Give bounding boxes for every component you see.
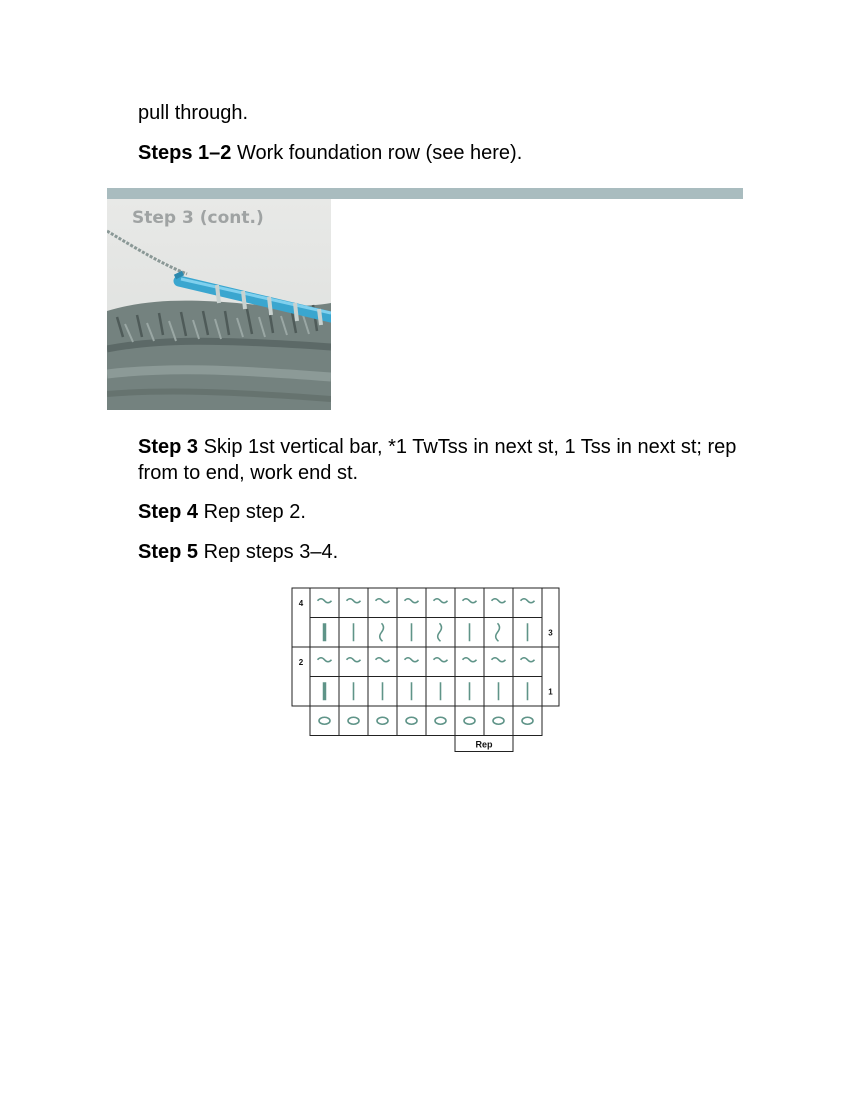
- twist-stitch-symbol: [405, 658, 419, 662]
- chart-cell: [397, 588, 426, 618]
- chart-cell: [368, 588, 397, 618]
- chart-cell: [339, 588, 368, 618]
- chain-symbol: [464, 717, 475, 724]
- twist-stitch-symbol: [405, 599, 419, 603]
- chart-cell: [310, 647, 339, 677]
- twist-stitch-symbol: [318, 658, 332, 662]
- chart-cell: [397, 706, 426, 736]
- section-divider: [107, 188, 743, 199]
- chart-cell: [339, 706, 368, 736]
- step-label: Step 3: [138, 436, 199, 458]
- photo-caption: Step 3 (cont.): [132, 208, 264, 228]
- chart-cell: [484, 618, 513, 648]
- chain-symbol: [435, 717, 446, 724]
- chart-cell: [484, 588, 513, 618]
- twist-stitch-symbol: [376, 599, 390, 603]
- row-number-label: 1: [548, 687, 553, 697]
- row-number-label: 4: [298, 598, 304, 608]
- twisted-simple-stitch-symbol: [438, 623, 442, 641]
- step-text: Rep steps 3–4.: [198, 541, 339, 563]
- chart-left-label-cell: [292, 647, 310, 706]
- row-number-label: 3: [548, 628, 553, 638]
- twist-stitch-symbol: [492, 658, 506, 662]
- twist-stitch-symbol: [521, 658, 535, 662]
- chart-cell: [310, 588, 339, 618]
- twist-stitch-symbol: [434, 599, 448, 603]
- chain-symbol: [377, 717, 388, 724]
- chart-cell: [397, 647, 426, 677]
- intro-text: pull through.: [138, 102, 249, 124]
- twisted-simple-stitch-symbol: [496, 623, 500, 641]
- chart-right-label-cell: [542, 588, 559, 647]
- stitch-chart: [290, 586, 562, 754]
- chart-cell: [455, 588, 484, 618]
- twist-stitch-symbol: [521, 599, 535, 603]
- chain-symbol: [522, 717, 533, 724]
- chart-cell: [426, 706, 455, 736]
- chart-cell: [426, 588, 455, 618]
- chart-cell: [426, 618, 455, 648]
- chart-cell: [368, 706, 397, 736]
- chart-cell: [426, 647, 455, 677]
- chart-right-label-cell: [542, 647, 559, 706]
- twist-stitch-symbol: [463, 599, 477, 603]
- chart-grid: [292, 588, 559, 752]
- step-label: Step 4: [138, 501, 199, 523]
- crochet-photo-illustration: [107, 199, 331, 410]
- step-text: Skip 1st vertical bar, *1 TwTss in next st, 1 Tss in next st; rep from to end, work end st.: [138, 436, 737, 484]
- chart-cell: [513, 588, 542, 618]
- step-photo: [107, 199, 331, 410]
- step-label: Step 5: [138, 541, 199, 563]
- chart-cell: [484, 706, 513, 736]
- chart-cell: [455, 706, 484, 736]
- twist-stitch-symbol: [463, 658, 477, 662]
- twist-stitch-symbol: [347, 599, 361, 603]
- twist-stitch-symbol: [434, 658, 448, 662]
- chart-cell: [513, 647, 542, 677]
- row-number-label: 2: [298, 657, 304, 667]
- chart-cell: [339, 647, 368, 677]
- step-text: Rep step 2.: [198, 501, 306, 523]
- rep-label: Rep: [475, 739, 493, 750]
- twist-stitch-symbol: [376, 658, 390, 662]
- chart-cell: [455, 647, 484, 677]
- paragraph-steps-1-2: [138, 140, 738, 166]
- paragraph-step-3: [138, 434, 738, 486]
- step-text: Work foundation row (see here).: [231, 142, 523, 164]
- chart-cell: [310, 706, 339, 736]
- paragraph-intro: [138, 100, 738, 126]
- chart-cell: [368, 618, 397, 648]
- chart-cell: [368, 647, 397, 677]
- chart-cell: [513, 706, 542, 736]
- twist-stitch-symbol: [318, 599, 332, 603]
- twist-stitch-symbol: [492, 599, 506, 603]
- chain-symbol: [406, 717, 417, 724]
- chain-symbol: [493, 717, 504, 724]
- chart-cell: [484, 647, 513, 677]
- paragraph-step-5: [138, 539, 738, 565]
- chain-symbol: [348, 717, 359, 724]
- chart-left-label-cell: [292, 588, 310, 647]
- paragraph-step-4: [138, 499, 738, 525]
- chain-symbol: [319, 717, 330, 724]
- step-label: Steps 1–2: [138, 142, 232, 164]
- twist-stitch-symbol: [347, 658, 361, 662]
- twisted-simple-stitch-symbol: [380, 623, 384, 641]
